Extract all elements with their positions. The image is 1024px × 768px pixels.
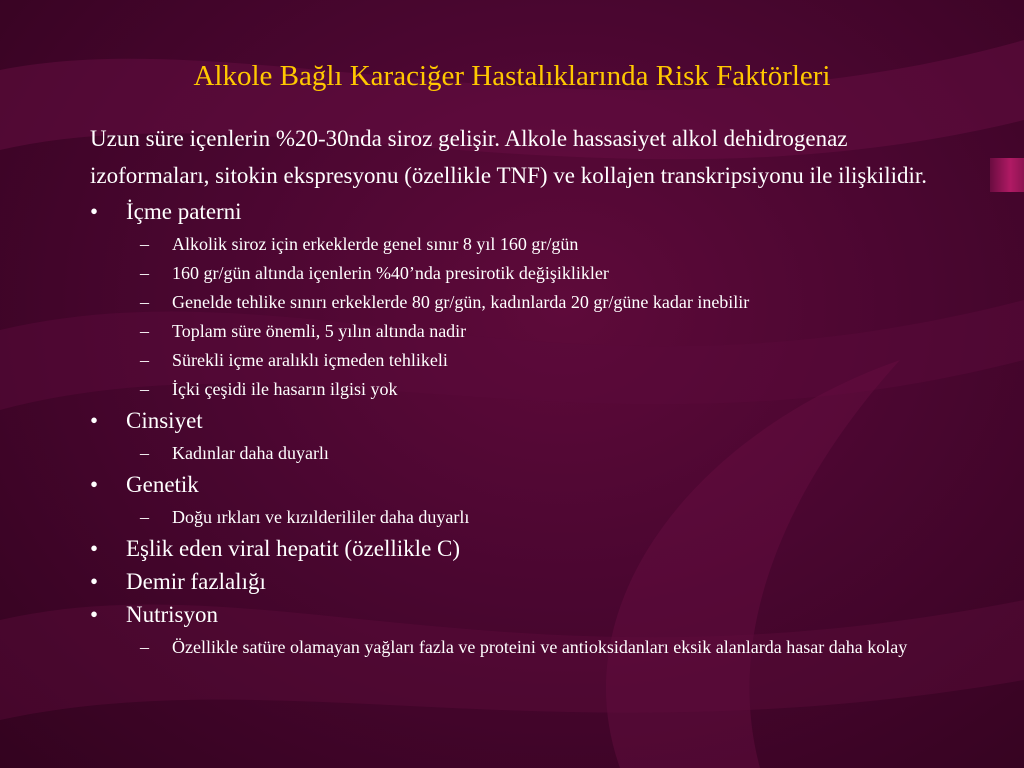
sub-marker: –: [140, 379, 149, 399]
sub-marker: –: [140, 350, 149, 370]
bullet-item: [90, 197, 970, 401]
bullet-marker: •: [90, 569, 99, 594]
bullet-label: Nutrisyon: [126, 602, 218, 627]
sub-label: Kadınlar daha duyarlı: [172, 443, 329, 463]
bullet-label: Genetik: [126, 472, 199, 497]
side-accent-tab: [990, 158, 1024, 192]
sub-marker: –: [140, 234, 149, 254]
sub-item: [126, 261, 932, 285]
sub-item: [126, 319, 932, 343]
sub-list: [126, 232, 970, 401]
sub-label: İçki çeşidi ile hasarın ilgisi yok: [172, 379, 398, 399]
bullet-marker: •: [90, 199, 99, 224]
bullet-label: Cinsiyet: [126, 408, 203, 433]
sub-label: Genelde tehlike sınırı erkeklerde 80 gr/gün, kadınlarda 20 gr/güne kadar inebilir: [172, 292, 750, 312]
sub-label: Özellikle satüre olamayan yağları fazla ve proteini ve antioksidanları eksik alanlarda hasar daha kolay: [172, 637, 908, 657]
sub-marker: –: [140, 507, 149, 527]
sub-item: [126, 505, 932, 529]
sub-marker: –: [140, 263, 149, 283]
sub-item: [126, 635, 932, 659]
sub-label: 160 gr/gün altında içenlerin %40’nda presirotik değişiklikler: [172, 263, 609, 283]
sub-list: [126, 505, 970, 529]
sub-marker: –: [140, 292, 149, 312]
sub-item: [126, 290, 932, 314]
bullet-label: Demir fazlalığı: [126, 569, 266, 594]
sub-label: Toplam süre önemli, 5 yılın altında nadir: [172, 321, 467, 341]
bullet-item: [90, 470, 970, 529]
bullet-marker: •: [90, 536, 99, 561]
sub-item: [126, 348, 932, 372]
sub-marker: –: [140, 443, 149, 463]
sub-marker: –: [140, 637, 149, 657]
sub-label: Sürekli içme aralıklı içmeden tehlikeli: [172, 350, 448, 370]
bullet-item: [90, 567, 970, 597]
sub-item: [126, 232, 932, 256]
sub-label: Alkolik siroz için erkeklerde genel sınır 8 yıl 160 gr/gün: [172, 234, 579, 254]
bullet-list: [90, 197, 970, 659]
bullet-marker: •: [90, 472, 99, 497]
sub-list: [126, 441, 970, 465]
bullet-item: [90, 534, 970, 564]
intro-paragraph: Uzun süre içenlerin %20-30nda siroz gelişir. Alkole hassasiyet alkol dehidrogenaz izoformaları, sitokin ekspresyonu (özellikle TNF) ve kollajen transkripsiyonu ile ilişkilidir.: [90, 126, 928, 188]
bullet-marker: •: [90, 408, 99, 433]
slide-content: [90, 120, 970, 664]
slide-title: Alkole Bağlı Karaciğer Hastalıklarında Risk Faktörleri: [193, 60, 831, 92]
bullet-label: Eşlik eden viral hepatit (özellikle C): [126, 536, 461, 561]
bullet-item: [90, 406, 970, 465]
sub-item: [126, 441, 932, 465]
sub-list: [126, 635, 970, 659]
sub-marker: –: [140, 321, 149, 341]
bullet-marker: •: [90, 602, 99, 627]
sub-label: Doğu ırkları ve kızılderililer daha duyarlı: [172, 507, 470, 527]
bullet-item: [90, 600, 970, 659]
sub-item: [126, 377, 932, 401]
bullet-label: İçme paterni: [126, 199, 242, 224]
